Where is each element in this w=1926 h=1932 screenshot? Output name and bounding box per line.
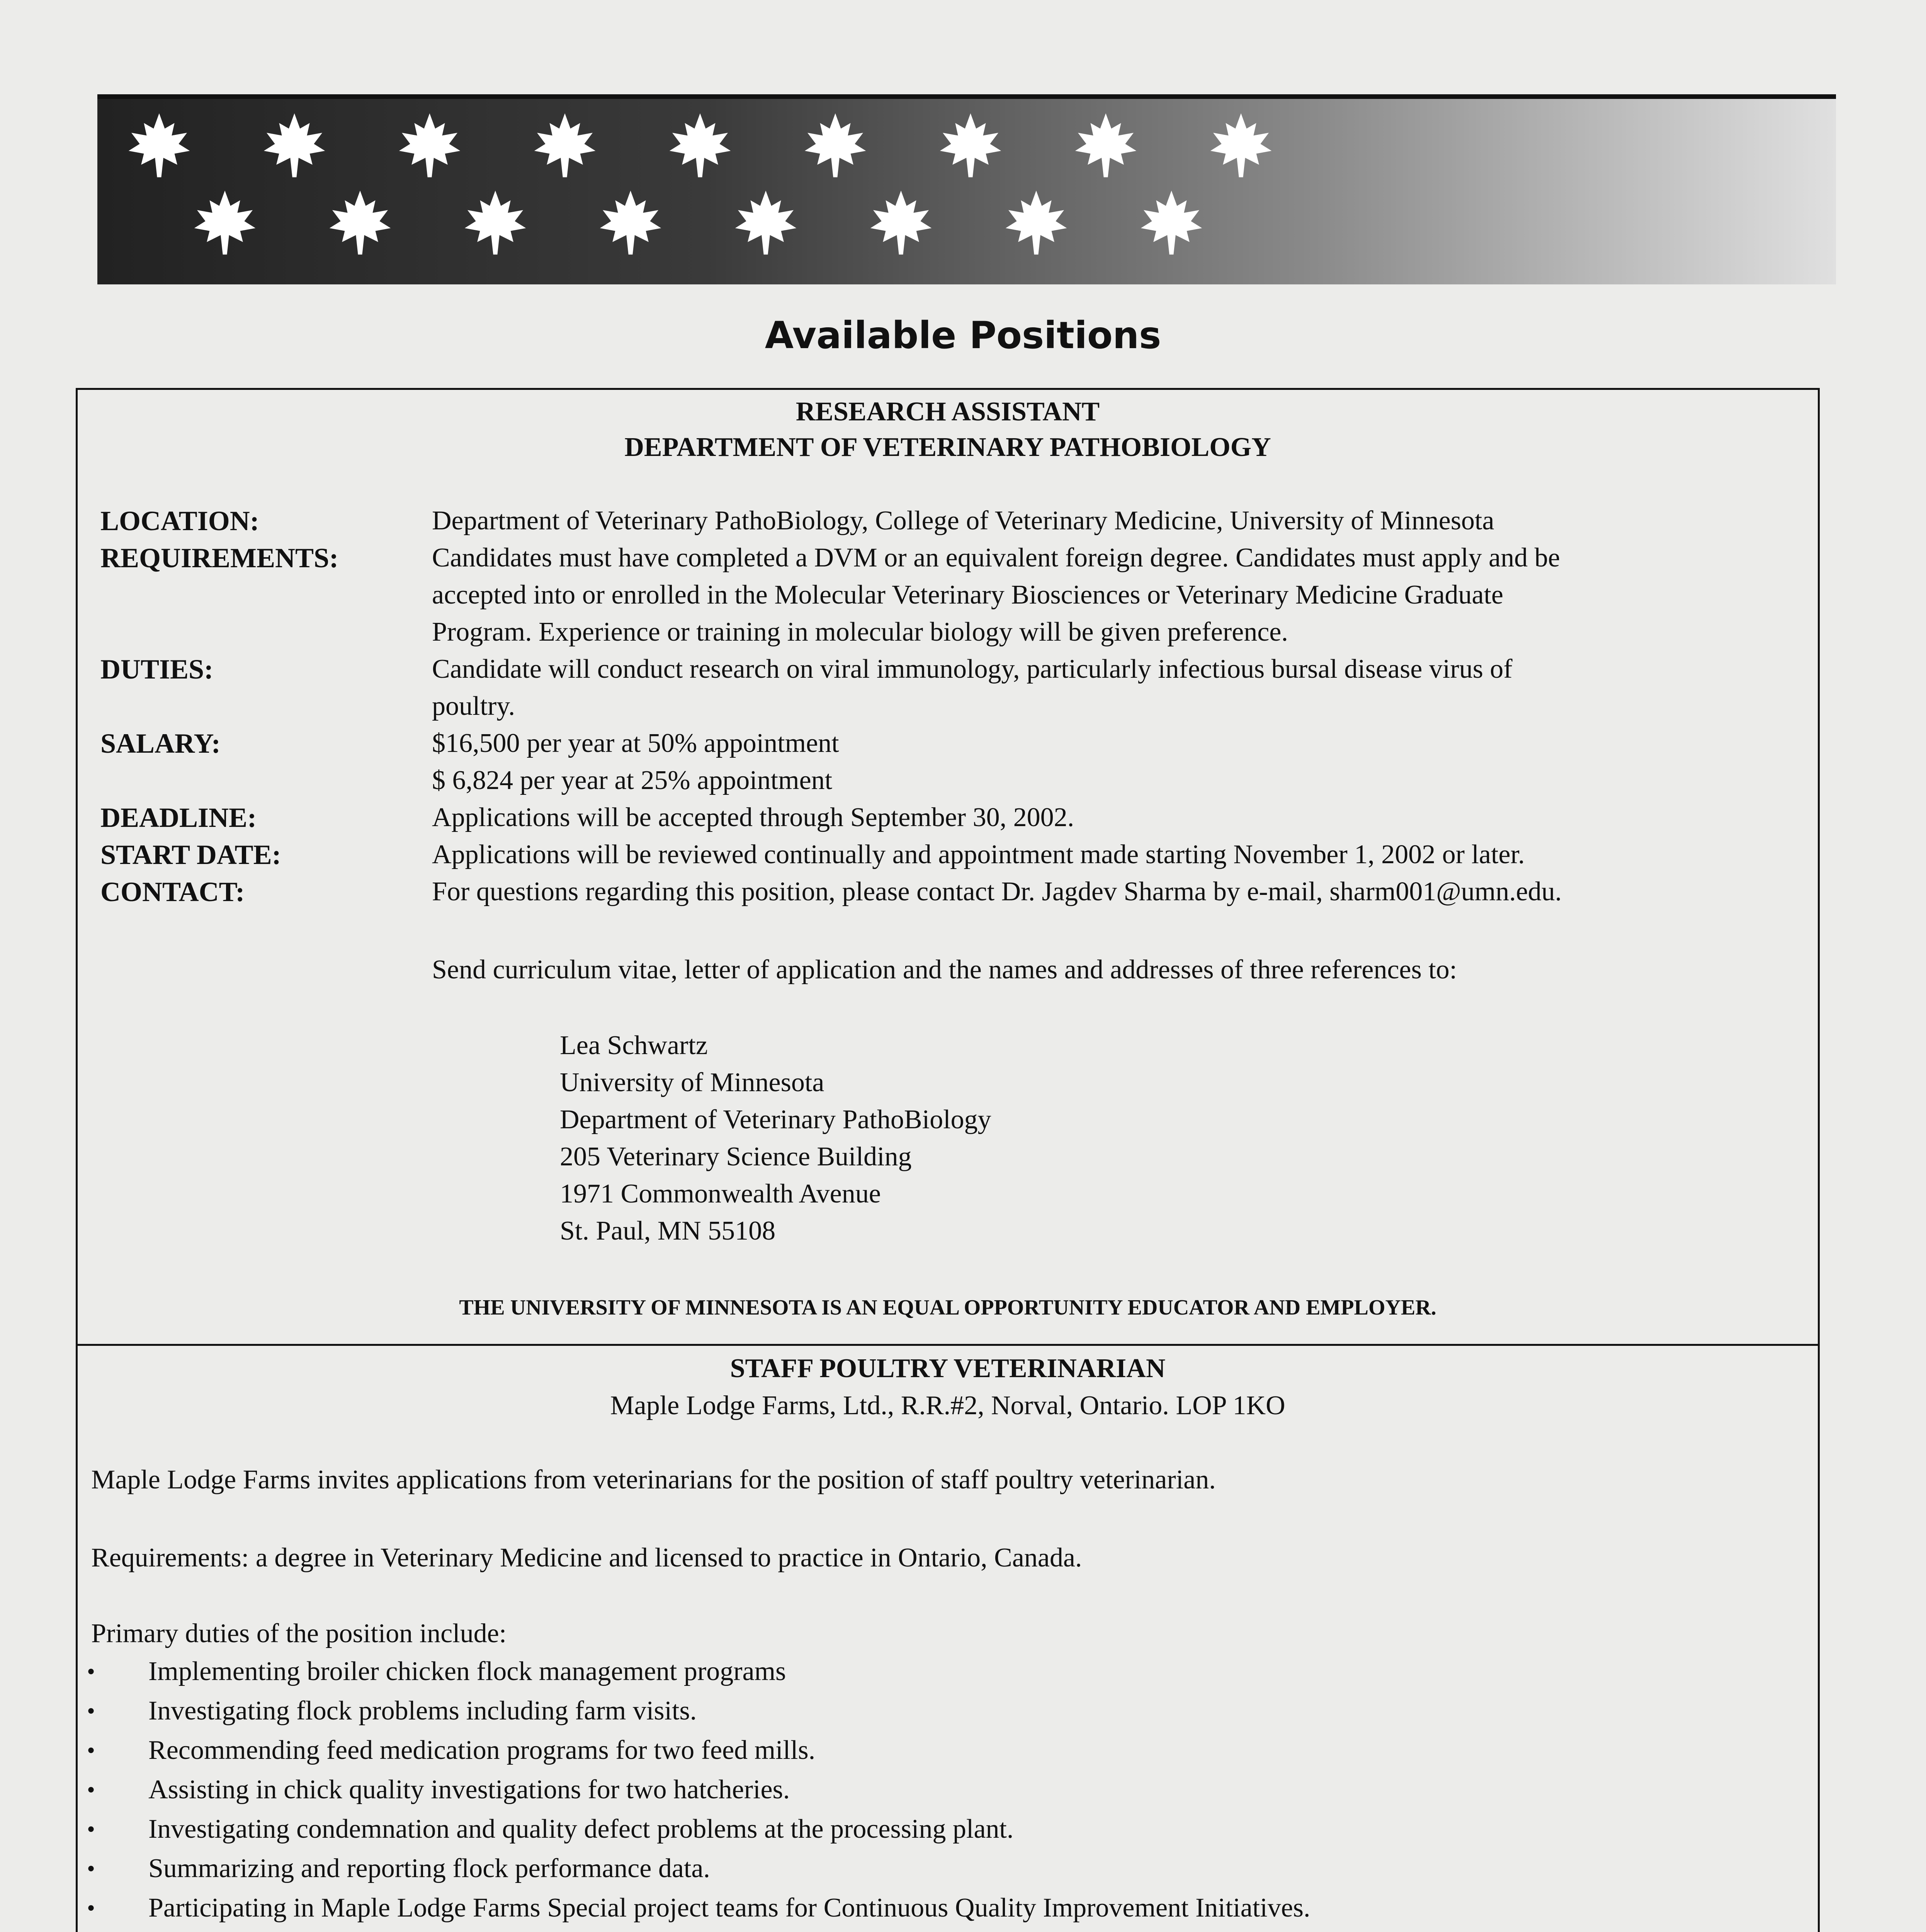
duty-item xyxy=(148,1929,462,1932)
label-deadline: DEADLINE: xyxy=(100,802,257,833)
bullet: • xyxy=(87,1738,95,1763)
address-line: Lea Schwartz xyxy=(560,1031,708,1060)
bullet: • xyxy=(87,1659,95,1684)
label-salary: SALARY: xyxy=(100,728,221,759)
eeo-statement: THE UNIVERSITY OF MINNESOTA IS AN EQUAL OPPORTUNITY EDUCATOR AND EMPLOYER. xyxy=(459,1296,1436,1320)
maple-leaf-icon xyxy=(325,188,395,257)
maple-leaf-icon xyxy=(190,188,260,257)
maple-leaf-icon xyxy=(260,111,329,180)
label-duties: DUTIES: xyxy=(100,654,214,685)
maple-leaf-banner xyxy=(97,94,1836,284)
duty-item: Participating in Maple Lodge Farms Special project teams for Continuous Quality Improvement Initiatives. xyxy=(148,1893,1311,1923)
bullet: • xyxy=(87,1895,95,1921)
start-date-value: Applications will be reviewed continually and appointment made starting November 1, 2002 or later. xyxy=(432,840,1525,869)
research-title: RESEARCH ASSISTANT xyxy=(796,397,1100,427)
bullet: • xyxy=(87,1856,95,1881)
duty-item: Implementing broiler chicken flock management programs xyxy=(148,1656,786,1686)
address-line: University of Minnesota xyxy=(560,1068,824,1097)
salary-line: $16,500 per year at 50% appointment xyxy=(432,728,839,758)
maple-leaf-icon xyxy=(395,111,464,180)
send-instructions: Send curriculum vitae, letter of application and the names and addresses of three references to: xyxy=(432,955,1457,985)
requirements-line: accepted into or enrolled in the Molecular Veterinary Biosciences or Veterinary Medicine Graduate xyxy=(432,580,1503,610)
label-start-date: START DATE: xyxy=(100,839,281,870)
staff-duties-intro: Primary duties of the position include: xyxy=(91,1619,507,1648)
maple-leaf-icon xyxy=(731,188,801,257)
requirements-line: Program. Experience or training in molecular biology will be given preference. xyxy=(432,617,1288,647)
address-line: Department of Veterinary PathoBiology xyxy=(560,1105,991,1134)
label-location: LOCATION: xyxy=(100,505,259,536)
bullet: • xyxy=(87,1816,95,1842)
bullet: • xyxy=(87,1698,95,1724)
maple-leaf-icon xyxy=(1206,111,1276,180)
staff-intro: Maple Lodge Farms invites applications from veterinarians for the position of staff poultry veterinarian. xyxy=(91,1465,1216,1495)
maple-leaf-icon xyxy=(1137,188,1206,257)
staff-requirements: Requirements: a degree in Veterinary Medicine and licensed to practice in Ontario, Canada. xyxy=(91,1543,1082,1573)
location-value: Department of Veterinary PathoBiology, College of Veterinary Medicine, University of Minnesota xyxy=(432,506,1494,536)
address-line: 205 Veterinary Science Building xyxy=(560,1142,912,1172)
staff-title: STAFF POULTRY VETERINARIAN xyxy=(730,1354,1166,1383)
maple-leaf-icon xyxy=(801,111,870,180)
label-requirements: REQUIREMENTS: xyxy=(100,543,339,573)
page-heading: Available Positions xyxy=(765,314,1161,357)
staff-company: Maple Lodge Farms, Ltd., R.R.#2, Norval, Ontario. LOP 1KO xyxy=(610,1391,1285,1420)
duties-line: Candidate will conduct research on viral immunology, particularly infectious bursal disease virus of xyxy=(432,654,1513,684)
duty-item: Investigating flock problems including farm visits. xyxy=(148,1696,697,1726)
maple-leaf-icon xyxy=(124,111,194,180)
duties-line: poultry. xyxy=(432,691,515,721)
deadline-value: Applications will be accepted through September 30, 2002. xyxy=(432,803,1074,832)
bullet xyxy=(87,1929,95,1932)
requirements-line: Candidates must have completed a DVM or an equivalent foreign degree. Candidates must apply and be xyxy=(432,543,1560,573)
salary-line: $ 6,824 per year at 25% appointment xyxy=(432,765,833,795)
duty-item: Recommending feed medication programs for two feed mills. xyxy=(148,1735,816,1765)
contact-value: For questions regarding this position, please contact Dr. Jagdev Sharma by e-mail, sharm001@umn.edu. xyxy=(432,877,1562,906)
address-line: St. Paul, MN 55108 xyxy=(560,1216,776,1246)
maple-leaf-icon xyxy=(1071,111,1141,180)
duty-item: Assisting in chick quality investigations for two hatcheries. xyxy=(148,1775,790,1804)
duty-item: Investigating condemnation and quality defect problems at the processing plant. xyxy=(148,1814,1014,1844)
section-divider xyxy=(76,1344,1820,1346)
maple-leaf-icon xyxy=(866,188,936,257)
bullet: • xyxy=(87,1777,95,1803)
maple-leaf-icon xyxy=(461,188,530,257)
maple-leaf-icon xyxy=(530,111,600,180)
label-contact: CONTACT: xyxy=(100,876,245,907)
maple-leaf-icon xyxy=(936,111,1005,180)
maple-leaf-icon xyxy=(596,188,665,257)
research-dept: DEPARTMENT OF VETERINARY PATHOBIOLOGY xyxy=(624,432,1271,462)
maple-leaf-icon xyxy=(665,111,735,180)
duty-item: Summarizing and reporting flock performance data. xyxy=(148,1854,710,1883)
maple-leaf-icon xyxy=(1001,188,1071,257)
address-line: 1971 Commonwealth Avenue xyxy=(560,1179,881,1209)
